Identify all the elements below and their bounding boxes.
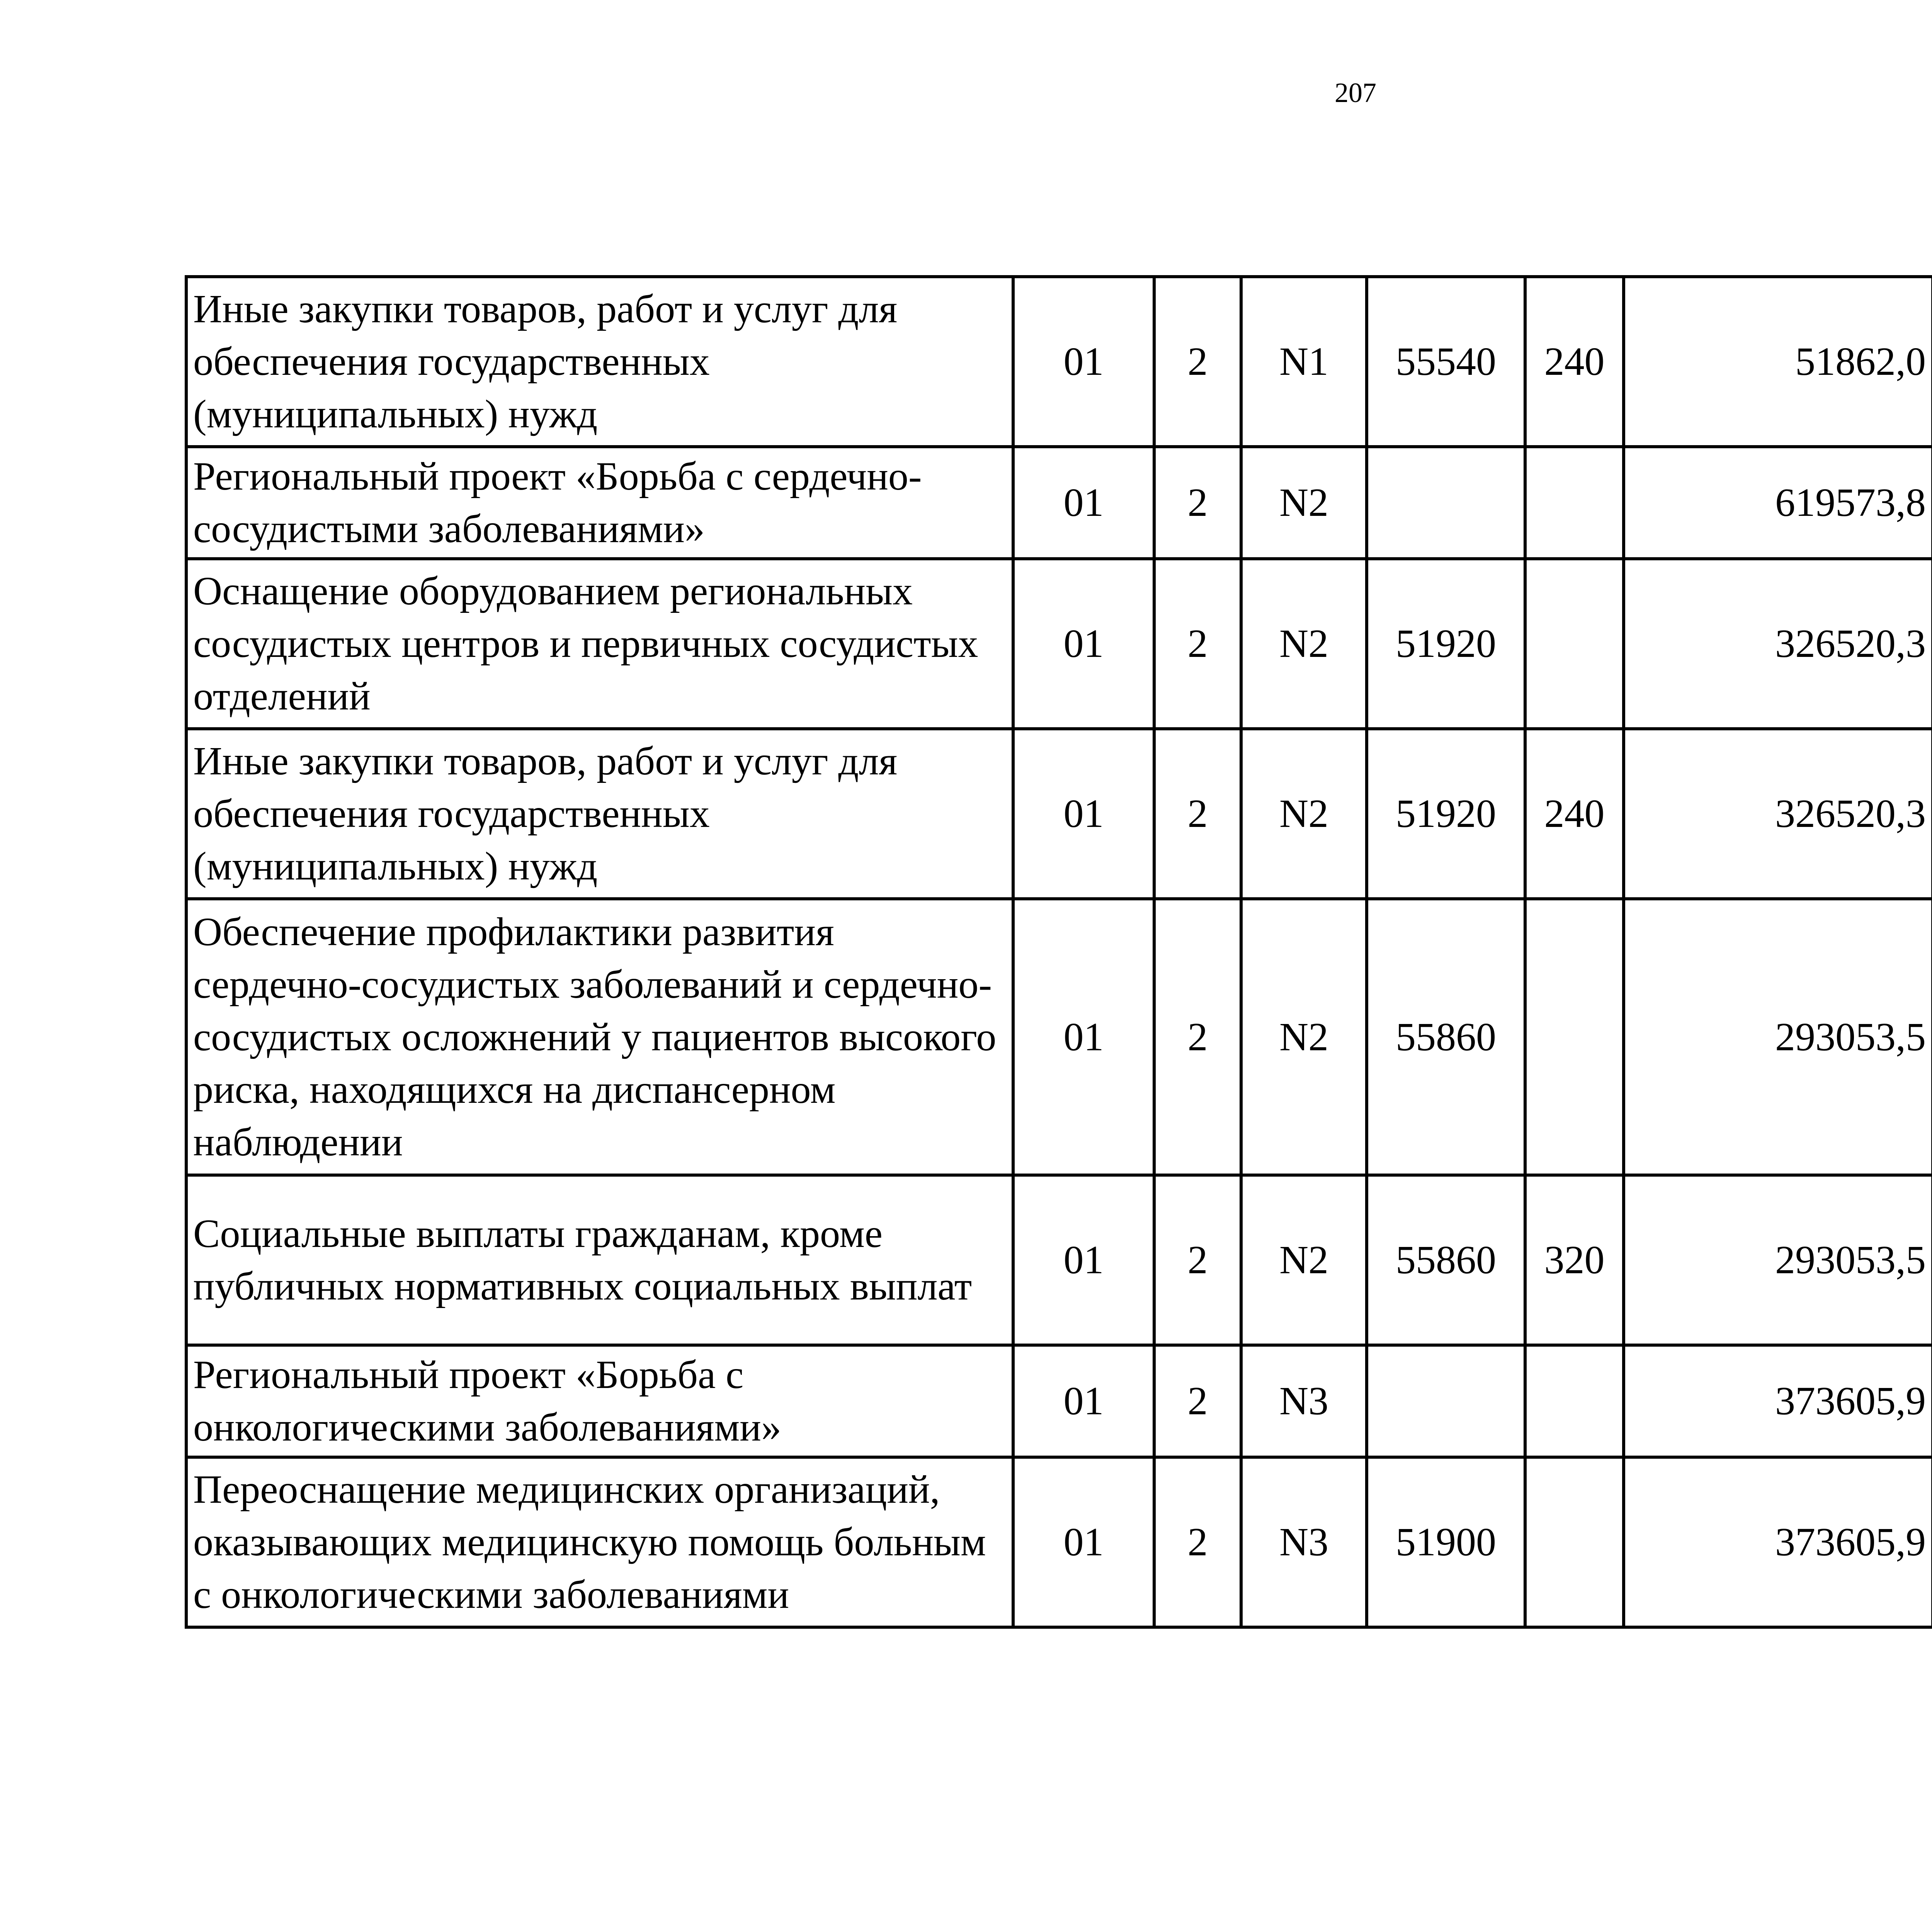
section-code-cell: 01: [1013, 447, 1154, 559]
section-code-cell: 01: [1013, 1457, 1154, 1627]
row-name-cell: Социальные выплаты гражданам, кроме публичных нормативных социальных выплат: [186, 1175, 1013, 1345]
project-code-cell: N2: [1241, 899, 1367, 1175]
table-row: [186, 1457, 1932, 1627]
table-row: [186, 559, 1932, 729]
section-code-cell: 01: [1013, 1345, 1154, 1457]
expense-type-cell: [1525, 1457, 1624, 1627]
program-code-cell: 2: [1154, 447, 1241, 559]
row-name-cell: Переоснащение медицинских организаций, оказывающих медицинскую помощь больным с онкологическими заболеваниями: [186, 1457, 1013, 1627]
amount-year1-cell: 293053,5: [1624, 899, 1932, 1175]
section-code-cell: 01: [1013, 1175, 1154, 1345]
project-code-cell: N2: [1241, 559, 1367, 729]
row-name-cell: Оснащение оборудованием региональных сосудистых центров и первичных сосудистых отделений: [186, 559, 1013, 729]
program-code-cell: 2: [1154, 559, 1241, 729]
amount-year1-cell: 326520,3: [1624, 559, 1932, 729]
table-row: [186, 1175, 1932, 1345]
project-code-cell: N1: [1241, 277, 1367, 447]
direction-code-cell: [1367, 1345, 1525, 1457]
table-row: [186, 447, 1932, 559]
direction-code-cell: 51920: [1367, 729, 1525, 899]
amount-year1-cell: 619573,8: [1624, 447, 1932, 559]
expense-type-cell: 320: [1525, 1175, 1624, 1345]
program-code-cell: 2: [1154, 1345, 1241, 1457]
expense-type-cell: 240: [1525, 277, 1624, 447]
row-name-cell: Региональный проект «Борьба с сердечно-сосудистыми заболеваниями»: [186, 447, 1013, 559]
expense-type-cell: [1525, 1345, 1624, 1457]
expense-type-cell: [1525, 899, 1624, 1175]
direction-code-cell: [1367, 447, 1525, 559]
amount-year1-cell: 51862,0: [1624, 277, 1932, 447]
expense-type-cell: [1525, 559, 1624, 729]
program-code-cell: 2: [1154, 1175, 1241, 1345]
program-code-cell: 2: [1154, 899, 1241, 1175]
row-name-cell: Обеспечение профилактики развития сердечно-сосудистых заболеваний и сердечно-сосудистых осложнений у пациентов высокого риска, находящихся на диспансерном наблюдении: [186, 899, 1013, 1175]
page-number: 207: [1335, 77, 1376, 108]
amount-year1-cell: 293053,5: [1624, 1175, 1932, 1345]
expense-type-cell: [1525, 447, 1624, 559]
project-code-cell: N2: [1241, 447, 1367, 559]
section-code-cell: 01: [1013, 559, 1154, 729]
project-code-cell: N3: [1241, 1457, 1367, 1627]
budget-table: [185, 275, 1932, 1629]
row-name-cell: Иные закупки товаров, работ и услуг для обеспечения государственных (муниципальных) нужд: [186, 277, 1013, 447]
expense-type-cell: 240: [1525, 729, 1624, 899]
direction-code-cell: 51900: [1367, 1457, 1525, 1627]
row-name-cell: Региональный проект «Борьба с онкологическими заболеваниями»: [186, 1345, 1013, 1457]
project-code-cell: N3: [1241, 1345, 1367, 1457]
section-code-cell: 01: [1013, 899, 1154, 1175]
direction-code-cell: 55540: [1367, 277, 1525, 447]
program-code-cell: 2: [1154, 1457, 1241, 1627]
table-row: [186, 729, 1932, 899]
table-row: [186, 1345, 1932, 1457]
table-row: [186, 899, 1932, 1175]
project-code-cell: N2: [1241, 729, 1367, 899]
table-row: [186, 277, 1932, 447]
amount-year1-cell: 373605,9: [1624, 1457, 1932, 1627]
amount-year1-cell: 326520,3: [1624, 729, 1932, 899]
project-code-cell: N2: [1241, 1175, 1367, 1345]
program-code-cell: 2: [1154, 729, 1241, 899]
direction-code-cell: 55860: [1367, 899, 1525, 1175]
section-code-cell: 01: [1013, 277, 1154, 447]
program-code-cell: 2: [1154, 277, 1241, 447]
row-name-cell: Иные закупки товаров, работ и услуг для обеспечения государственных (муниципальных) нужд: [186, 729, 1013, 899]
amount-year1-cell: 373605,9: [1624, 1345, 1932, 1457]
direction-code-cell: 51920: [1367, 559, 1525, 729]
section-code-cell: 01: [1013, 729, 1154, 899]
direction-code-cell: 55860: [1367, 1175, 1525, 1345]
